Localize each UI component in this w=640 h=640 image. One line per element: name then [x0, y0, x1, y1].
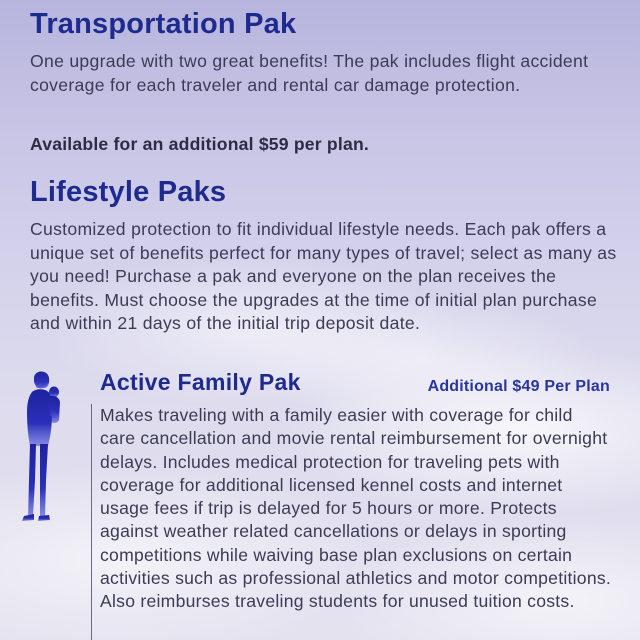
family-silhouette-icon [14, 368, 74, 528]
transportation-pak-description: One upgrade with two great benefits! The pak includes flight accident coverage for each traveler and rental car damage protection. [30, 51, 589, 95]
section-divider [91, 404, 92, 640]
active-family-pak-title: Active Family Pak [100, 369, 301, 395]
active-family-pak-description: Makes traveling with a family easier with coverage for child care cancellation and movie rental reimbursement for overnight delays. Includes medical protection for traveling pets with coverage for additional licensed kennel costs and internet usage fees if trip is delayed for 5 hours or more. Protects against weather related cancellations or delays in sporting competitions while waiving base plan exclusions on certain activities such as professional athletics and motor competitions. Also reimburses traveling students for unused tuition costs. [100, 405, 612, 612]
transportation-pak-title: Transportation Pak [30, 8, 297, 40]
active-family-pak-price: Additional $49 Per Plan [427, 378, 610, 395]
transportation-pak-price: Available for an additional $59 per plan. [30, 134, 369, 154]
lifestyle-paks-title: Lifestyle Paks [30, 176, 227, 208]
lifestyle-paks-description: Customized protection to fit individual lifestyle needs. Each pak offers a unique set of benefits perfect for many types of travel; select as many as you need! Purchase a pak and everyone on the plan receives the benefits. Must choose the upgrades at the time of initial plan purchase and within 21 days of the initial trip deposit date. [30, 219, 617, 333]
